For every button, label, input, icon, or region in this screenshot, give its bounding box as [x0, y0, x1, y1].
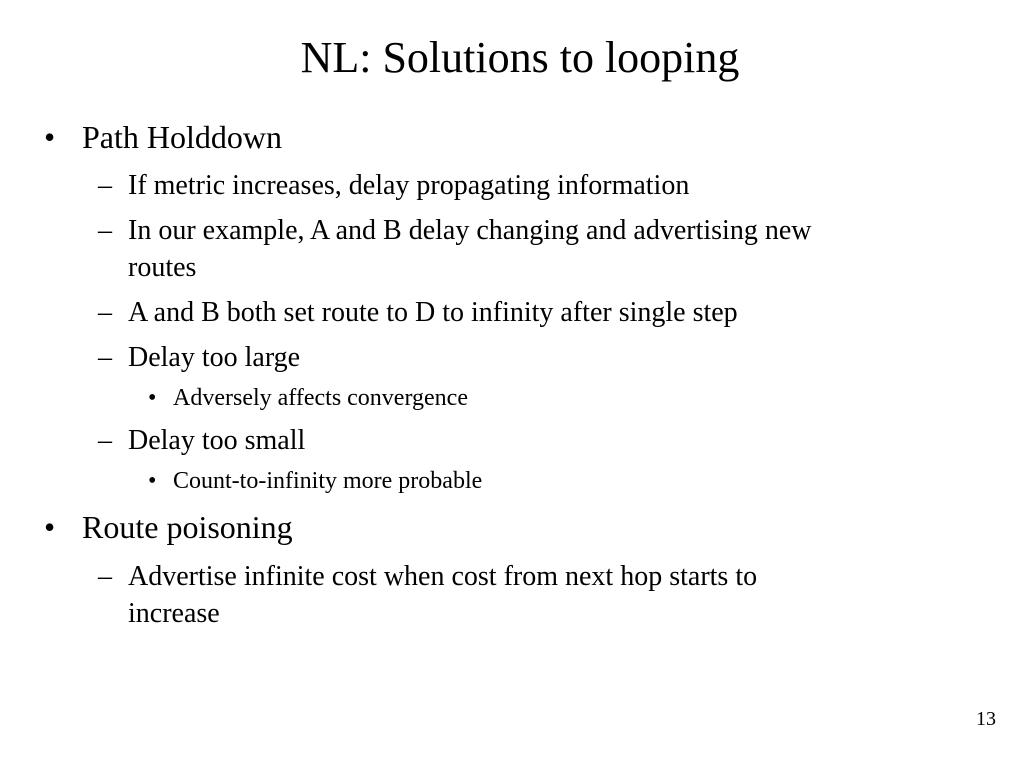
- bullet-marker: •: [44, 119, 56, 155]
- sub-item-text: increase: [128, 598, 220, 629]
- bullet-marker: •: [148, 385, 157, 411]
- bullet-text: Path Holddown: [82, 119, 282, 155]
- dash-marker: –: [98, 561, 112, 592]
- dash-marker: –: [98, 425, 112, 456]
- sub-item-text: Delay too small: [128, 425, 306, 456]
- bullet-text: Route poisoning: [82, 509, 293, 545]
- bullet-marker: •: [148, 468, 157, 494]
- sub-sub-item-text: Count-to-infinity more probable: [173, 468, 483, 494]
- dash-marker: –: [98, 215, 112, 246]
- sub-item-text: A and B both set route to D to infinity after single step: [128, 297, 738, 328]
- sub-item-text: In our example, A and B delay changing and advertising new: [128, 215, 812, 246]
- dash-marker: –: [98, 342, 112, 373]
- page-number: 13: [976, 708, 996, 730]
- sub-sub-item-text: Adversely affects convergence: [173, 385, 468, 411]
- bullet-marker: •: [44, 509, 56, 545]
- dash-marker: –: [98, 297, 112, 328]
- sub-item-text: Delay too large: [128, 342, 301, 373]
- sub-item-text: If metric increases, delay propagating information: [128, 170, 690, 201]
- sub-item-text: Advertise infinite cost when cost from next hop starts to: [128, 561, 758, 592]
- sub-item-text: routes: [128, 252, 197, 283]
- slide-title: NL: Solutions to looping: [300, 33, 740, 82]
- dash-marker: –: [98, 170, 112, 201]
